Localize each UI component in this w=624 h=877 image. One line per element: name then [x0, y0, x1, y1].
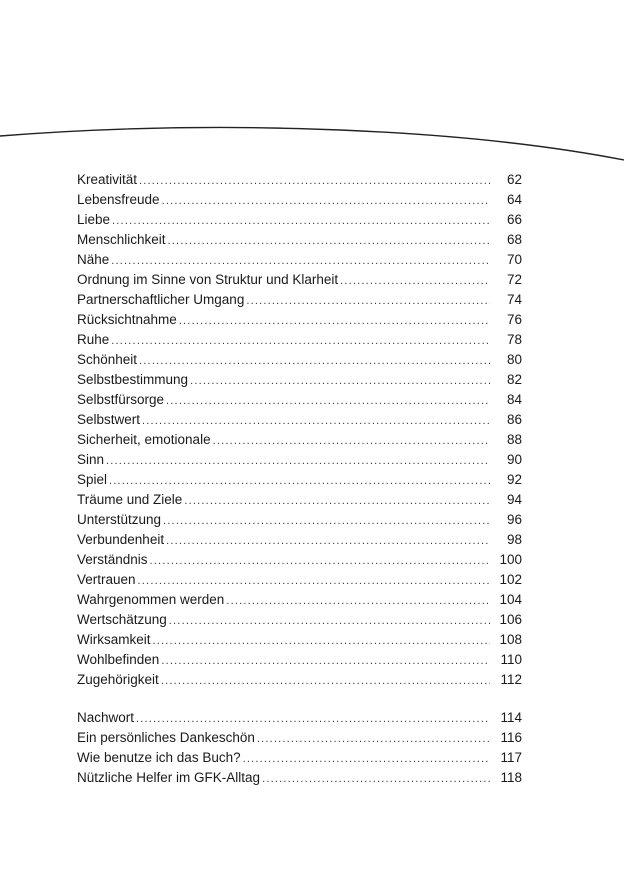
- toc-dot-leader: [169, 611, 490, 631]
- toc-entry-label: Unterstützung: [77, 512, 162, 527]
- toc-entry-label: Selbstwert: [77, 412, 141, 427]
- toc-entry: [77, 210, 522, 230]
- toc-entry-label: Wertschätzung: [77, 612, 167, 627]
- toc-entry: [77, 670, 522, 690]
- toc-dot-leader: [257, 729, 490, 749]
- toc-entry-page-number: 84: [506, 392, 522, 407]
- toc-entry-label: Selbstfürsorge: [77, 392, 165, 407]
- toc-entry-label: Spiel: [77, 472, 108, 487]
- toc-dot-leader: [166, 391, 490, 411]
- toc-entry-page-number: 118: [500, 770, 522, 785]
- toc-entry: [77, 230, 522, 250]
- toc-entry-label: Ordnung im Sinne von Struktur und Klarheit: [77, 272, 339, 287]
- toc-entry-page-number: 76: [506, 312, 522, 327]
- toc-entry-page-number: 100: [499, 552, 522, 567]
- toc-entry-page-number: 70: [506, 252, 522, 267]
- toc-dot-leader: [184, 491, 490, 511]
- toc-entry: [77, 290, 522, 310]
- toc-entry-page-number: 78: [506, 332, 522, 347]
- toc-entry-label: Wohlbefinden: [77, 652, 160, 667]
- toc-dot-leader: [166, 531, 490, 551]
- toc-entry: [77, 570, 522, 590]
- toc-entry: [77, 650, 522, 670]
- toc-entry-page-number: 64: [506, 192, 522, 207]
- toc-entry-label: Vertrauen: [77, 572, 136, 587]
- toc-entry-page-number: 88: [506, 432, 522, 447]
- toc-entry-page-number: 102: [499, 572, 522, 587]
- toc-entry-label: Partnerschaftlicher Umgang: [77, 292, 245, 307]
- toc-dot-leader: [226, 591, 490, 611]
- toc-entry-label: Ruhe: [77, 332, 110, 347]
- toc-entry-page-number: 90: [506, 452, 522, 467]
- toc-entry-label: Rücksichtnahme: [77, 312, 177, 327]
- toc-entry-page-number: 110: [500, 652, 522, 667]
- toc-dot-leader: [161, 651, 490, 671]
- toc-entry: [77, 350, 522, 370]
- toc-dot-leader: [138, 571, 490, 591]
- toc-entry: [77, 270, 522, 290]
- toc-entry-label: Wahrgenommen werden: [77, 592, 225, 607]
- toc-entry-page-number: 94: [506, 492, 522, 507]
- toc-dot-leader: [111, 251, 490, 271]
- toc-entry-label: Verständnis: [77, 552, 148, 567]
- toc-entry-page-number: 68: [506, 232, 522, 247]
- toc-entry-page-number: 104: [499, 592, 522, 607]
- toc-entry-page-number: 66: [506, 212, 522, 227]
- toc-entry-page-number: 114: [500, 710, 522, 725]
- toc-entry: [77, 630, 522, 650]
- toc-entry: [77, 610, 522, 630]
- toc-dot-leader: [190, 371, 490, 391]
- toc-entry-label: Liebe: [77, 212, 111, 227]
- toc-entry-label: Nützliche Helfer im GFK-Alltag: [77, 770, 261, 785]
- toc-entry-page-number: 62: [506, 172, 522, 187]
- toc-dot-leader: [150, 551, 490, 571]
- toc-entry: [77, 748, 522, 768]
- toc-entry: [77, 530, 522, 550]
- toc-entry: [77, 550, 522, 570]
- toc-group-main: [77, 170, 522, 690]
- toc-entry-page-number: 86: [506, 412, 522, 427]
- toc-entry-page-number: 92: [506, 472, 522, 487]
- toc-dot-leader: [112, 211, 490, 231]
- toc-entry-label: Zugehörigkeit: [77, 672, 159, 687]
- toc-entry-page-number: 116: [500, 730, 522, 745]
- toc-entry-label: Menschlichkeit: [77, 232, 166, 247]
- toc-dot-leader: [106, 451, 490, 471]
- toc-entry-label: Wirksamkeit: [77, 632, 151, 647]
- table-of-contents: [77, 170, 522, 788]
- toc-entry-label: Nähe: [77, 252, 110, 267]
- toc-entry-label: Ein persönliches Dankeschön: [77, 730, 255, 745]
- toc-entry: [77, 708, 522, 728]
- toc-entry-page-number: 72: [506, 272, 522, 287]
- toc-entry-label: Lebensfreude: [77, 192, 160, 207]
- toc-dot-leader: [136, 709, 490, 729]
- toc-entry: [77, 768, 522, 788]
- toc-entry-label: Träume und Ziele: [77, 492, 183, 507]
- toc-dot-leader: [243, 749, 490, 769]
- toc-dot-leader: [142, 411, 490, 431]
- toc-entry-label: Wie benutze ich das Buch?: [77, 750, 241, 765]
- toc-entry: [77, 250, 522, 270]
- toc-entry-page-number: 106: [499, 612, 522, 627]
- toc-dot-leader: [163, 511, 490, 531]
- toc-entry-page-number: 96: [506, 512, 522, 527]
- toc-group-appendix: [77, 708, 522, 788]
- toc-entry: [77, 490, 522, 510]
- toc-dot-leader: [179, 311, 490, 331]
- toc-dot-leader: [139, 351, 490, 371]
- toc-entry: [77, 170, 522, 190]
- toc-dot-leader: [262, 769, 490, 789]
- toc-entry-page-number: 117: [500, 750, 522, 765]
- toc-entry-label: Nachwort: [77, 710, 135, 725]
- toc-entry: [77, 728, 522, 748]
- toc-entry: [77, 310, 522, 330]
- toc-entry: [77, 470, 522, 490]
- toc-entry-page-number: 74: [506, 292, 522, 307]
- toc-entry: [77, 430, 522, 450]
- toc-entry: [77, 190, 522, 210]
- toc-dot-leader: [213, 431, 490, 451]
- toc-dot-leader: [161, 671, 490, 691]
- toc-dot-leader: [139, 171, 490, 191]
- toc-entry-page-number: 108: [499, 632, 522, 647]
- toc-entry-label: Schönheit: [77, 352, 138, 367]
- toc-entry-label: Sinn: [77, 452, 105, 467]
- toc-dot-leader: [168, 231, 490, 251]
- toc-entry-label: Kreativität: [77, 172, 138, 187]
- toc-entry-label: Verbundenheit: [77, 532, 165, 547]
- toc-dot-leader: [109, 471, 490, 491]
- toc-entry-page-number: 98: [506, 532, 522, 547]
- toc-dot-leader: [111, 331, 490, 351]
- toc-entry-label: Selbstbestimmung: [77, 372, 189, 387]
- toc-entry: [77, 390, 522, 410]
- toc-entry-label: Sicherheit, emotionale: [77, 432, 211, 447]
- toc-dot-leader: [246, 291, 490, 311]
- toc-entry: [77, 370, 522, 390]
- toc-dot-leader: [162, 191, 490, 211]
- toc-entry: [77, 510, 522, 530]
- toc-entry: [77, 410, 522, 430]
- toc-entry: [77, 590, 522, 610]
- toc-entry-page-number: 80: [506, 352, 522, 367]
- toc-entry: [77, 450, 522, 470]
- toc-entry: [77, 330, 522, 350]
- toc-entry-page-number: 82: [506, 372, 522, 387]
- toc-entry-page-number: 112: [500, 672, 522, 687]
- toc-dot-leader: [153, 631, 491, 651]
- toc-dot-leader: [340, 271, 490, 291]
